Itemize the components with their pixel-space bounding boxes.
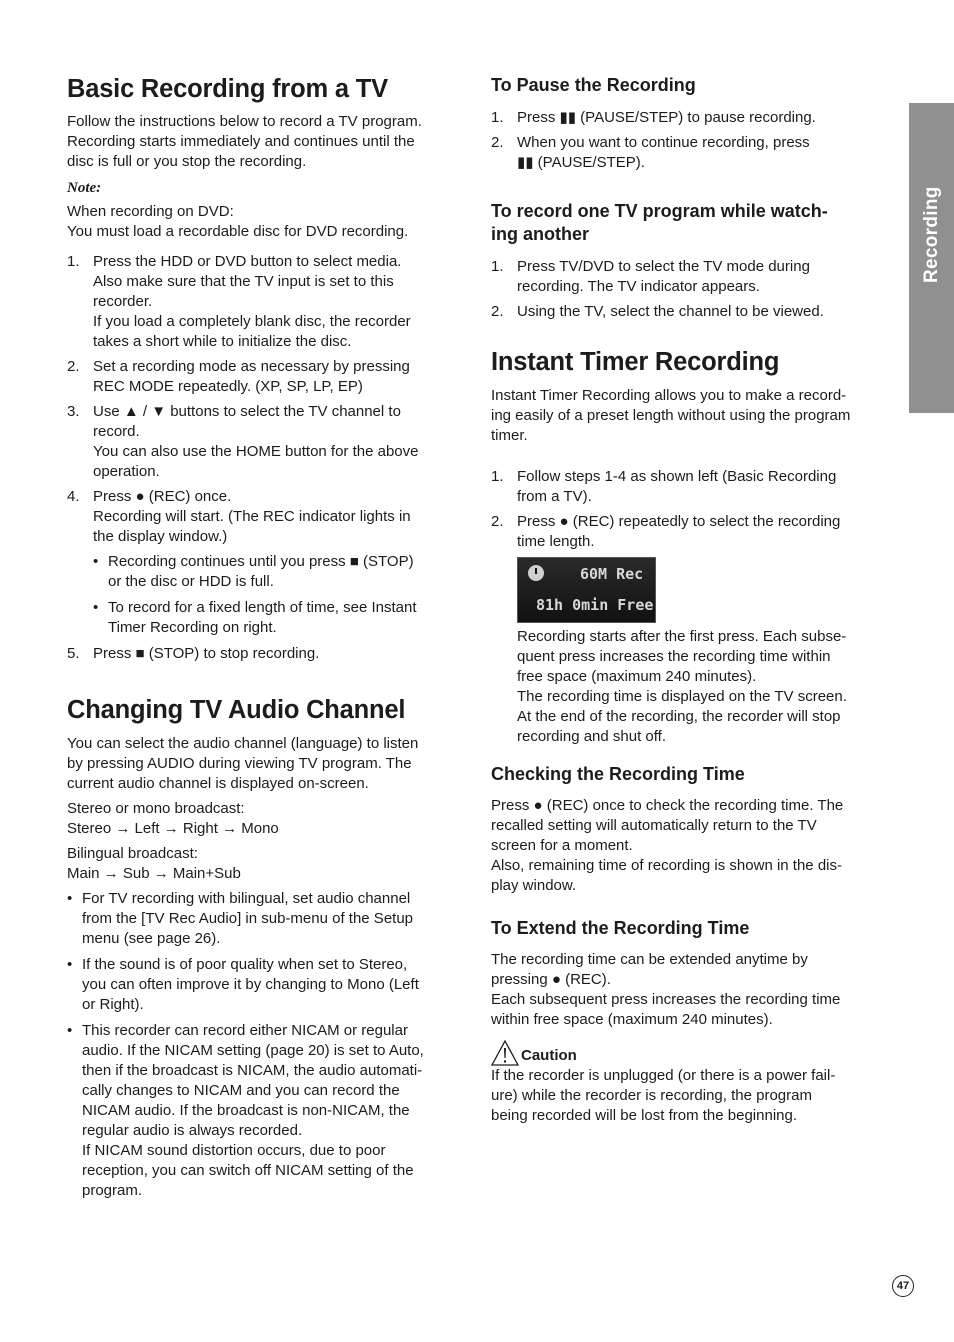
text-line: Press ● (REC) once to check the recording time. The (491, 797, 844, 814)
text-line: by pressing AUDIO during viewing TV program. The (67, 755, 412, 772)
instant-intro (491, 386, 891, 446)
text-line: takes a short while to initialize the disc. (93, 333, 352, 350)
text-line: play window. (491, 877, 577, 894)
heading-line: To record one TV program while watch- (491, 201, 828, 221)
step-number: 5. (67, 645, 80, 662)
bullet-dot: • (67, 956, 73, 973)
text-line: Using the TV, select the channel to be viewed. (517, 303, 824, 320)
list-item (491, 257, 891, 297)
text-line: If NICAM sound distortion occurs, due to poor (82, 1142, 386, 1159)
step-number: 3. (67, 403, 80, 420)
text-line: When you want to continue recording, press (517, 134, 810, 151)
text-line: you can often improve it by changing to Mono (Left (82, 976, 419, 993)
text-line: timer. (491, 427, 528, 444)
text-line: time length. (517, 533, 595, 550)
list-item (67, 644, 462, 664)
step-number: 2. (491, 303, 504, 320)
step-number: 2. (67, 358, 80, 375)
text-line: The recording time is displayed on the TV screen. (517, 688, 847, 705)
step-number: 1. (491, 468, 504, 485)
text-line: Instant Timer Recording allows you to make a record- (491, 387, 847, 404)
list-item (491, 467, 891, 507)
watch-steps (491, 257, 891, 327)
text-line: within free space (maximum 240 minutes). (491, 1011, 773, 1028)
extend-heading: To Extend the Recording Time (491, 918, 750, 938)
note-title: Note: (67, 180, 102, 196)
section-tab (909, 103, 954, 413)
text-line: recording and shut off. (517, 728, 666, 745)
section-tab-label: Recording (921, 186, 942, 283)
instant-steps (491, 467, 891, 557)
text-line: Recording starts after the first press. Each subse- (517, 628, 847, 645)
text-line: from a TV). (517, 488, 592, 505)
text-line: ing easily of a preset length without using the program (491, 407, 851, 424)
warning-icon (491, 1040, 519, 1066)
bullet-item (67, 889, 462, 949)
text-line: cally changes to NICAM and you can record the (82, 1082, 400, 1099)
text-line: Follow the instructions below to record a TV program. (67, 113, 422, 130)
audio-channel-heading: Changing TV Audio Channel (67, 696, 406, 724)
text-line: When recording on DVD: (67, 203, 234, 220)
text-line: then if the broadcast is NICAM, the audio automati- (82, 1062, 423, 1079)
text-line: disc is full or you stop the recording. (67, 153, 307, 170)
osd-line-2: 81h 0min Free (536, 596, 654, 614)
text-line: free space (maximum 240 minutes). (517, 668, 757, 685)
step-number: 1. (67, 253, 80, 270)
text-line: reception, you can switch off NICAM setting of the (82, 1162, 414, 1179)
text-line: Each subsequent press increases the recording time (491, 991, 841, 1008)
bullet-dot: • (67, 1022, 73, 1039)
list-item (491, 512, 891, 552)
text-line: Press ■ (STOP) to stop recording. (93, 645, 320, 662)
bullet-dot: • (93, 553, 99, 570)
text-line: Main → Sub → Main+Sub (67, 865, 241, 882)
step-number: 2. (491, 134, 504, 151)
text-line: Press TV/DVD to select the TV mode during (517, 258, 810, 275)
watch-heading (491, 200, 828, 246)
text-line: REC MODE repeatedly. (XP, SP, LP, EP) (93, 378, 363, 395)
bullet-dot: • (67, 890, 73, 907)
text-line: Follow steps 1-4 as shown left (Basic Recording (517, 468, 837, 485)
step-number: 4. (67, 488, 80, 505)
osd-display (517, 557, 656, 623)
pause-heading: To Pause the Recording (491, 75, 696, 95)
text-line: ure) while the recorder is recording, the program (491, 1087, 812, 1104)
basic-intro (67, 112, 422, 172)
list-item (491, 302, 891, 322)
text-line: The recording time can be extended anytime by (491, 951, 808, 968)
text-line: Also make sure that the TV input is set to this (93, 273, 394, 290)
text-line: NICAM audio. If the broadcast is non-NICAM, the (82, 1102, 410, 1119)
basic-recording-heading: Basic Recording from a TV (67, 75, 388, 103)
text-line: Timer Recording on right. (108, 619, 277, 636)
text-line: the display window.) (93, 528, 228, 545)
extend-body (491, 950, 891, 1030)
text-line: If you load a completely blank disc, the recorder (93, 313, 411, 330)
text-line: recording. The TV indicator appears. (517, 278, 760, 295)
caution-block (491, 1040, 891, 1126)
instant-after-osd (517, 627, 891, 747)
text-line: You can select the audio channel (language) to listen (67, 735, 419, 752)
list-item (67, 402, 462, 482)
bullet-item (93, 598, 462, 638)
checking-heading: Checking the Recording Time (491, 764, 745, 784)
caution-title: Caution (521, 1047, 577, 1064)
text-line: Press ▮▮ (PAUSE/STEP) to pause recording. (517, 109, 816, 126)
text-line: Recording will start. (The REC indicator lights in (93, 508, 411, 525)
text-line: Use ▲ / ▼ buttons to select the TV channel to (93, 403, 401, 420)
text-line: record. (93, 423, 140, 440)
text-line: audio. If the NICAM setting (page 20) is set to Auto, (82, 1042, 424, 1059)
bullet-dot: • (93, 599, 99, 616)
text-line: Recording starts immediately and continues until the (67, 133, 415, 150)
text-line: regular audio is always recorded. (82, 1122, 303, 1139)
text-line: recorder. (93, 293, 153, 310)
checking-body (491, 796, 891, 896)
step-number: 2. (491, 513, 504, 530)
text-line: screen for a moment. (491, 837, 633, 854)
text-line: This recorder can record either NICAM or regular (82, 1022, 408, 1039)
text-line: Stereo or mono broadcast: (67, 800, 245, 817)
text-line: or the disc or HDD is full. (108, 573, 274, 590)
text-line: Stereo → Left → Right → Mono (67, 820, 279, 837)
text-line: To record for a fixed length of time, see Instant (108, 599, 417, 616)
text-line: operation. (93, 463, 160, 480)
instant-timer-heading: Instant Timer Recording (491, 348, 780, 376)
text-line: Also, remaining time of recording is shown in the dis- (491, 857, 842, 874)
bullet-item (67, 955, 462, 1015)
text-line: Recording continues until you press ■ (STOP) (108, 553, 414, 570)
pause-steps (491, 108, 891, 178)
text-line: For TV recording with bilingual, set audio channel (82, 890, 411, 907)
list-item (491, 133, 891, 173)
text-line: Bilingual broadcast: (67, 845, 198, 862)
text-line: If the sound is of poor quality when set to Stereo, (82, 956, 408, 973)
text-line: If the recorder is unplugged (or there is a power fail- (491, 1067, 836, 1084)
clock-icon (528, 565, 544, 581)
list-item (67, 357, 462, 397)
text-line: At the end of the recording, the recorder will stop (517, 708, 841, 725)
text-line: Set a recording mode as necessary by pressing (93, 358, 410, 375)
text-line: You must load a recordable disc for DVD recording. (67, 223, 409, 240)
text-line: pressing ● (REC). (491, 971, 611, 988)
text-line: recalled setting will automatically return to the TV (491, 817, 817, 834)
list-item (67, 487, 462, 638)
text-line: program. (82, 1182, 143, 1199)
text-line: menu (see page 26). (82, 930, 221, 947)
text-line: or Right). (82, 996, 144, 1013)
heading-line: ing another (491, 224, 589, 244)
list-item (491, 108, 891, 128)
text-line: current audio channel is displayed on-screen. (67, 775, 369, 792)
note-block (67, 178, 408, 242)
text-line: Press the HDD or DVD button to select media. (93, 253, 402, 270)
text-line: ▮▮ (PAUSE/STEP). (517, 154, 645, 171)
audio-body (67, 734, 462, 1207)
text-line: from the [TV Rec Audio] in sub-menu of the Setup (82, 910, 414, 927)
page-number: 47 (892, 1275, 914, 1297)
bullet-item (93, 552, 462, 592)
step-number: 1. (491, 109, 504, 126)
list-item (67, 252, 462, 352)
caution-header (491, 1040, 891, 1066)
osd-line-1: 60M Rec (580, 565, 644, 583)
text-line: Press ● (REC) repeatedly to select the recording (517, 513, 841, 530)
text-line: quent press increases the recording time within (517, 648, 831, 665)
text-line: being recorded will be lost from the beginning. (491, 1107, 798, 1124)
bullet-item (67, 1021, 462, 1201)
text-line: Press ● (REC) once. (93, 488, 232, 505)
basic-steps (67, 252, 462, 669)
step-number: 1. (491, 258, 504, 275)
text-line: You can also use the HOME button for the above (93, 443, 419, 460)
